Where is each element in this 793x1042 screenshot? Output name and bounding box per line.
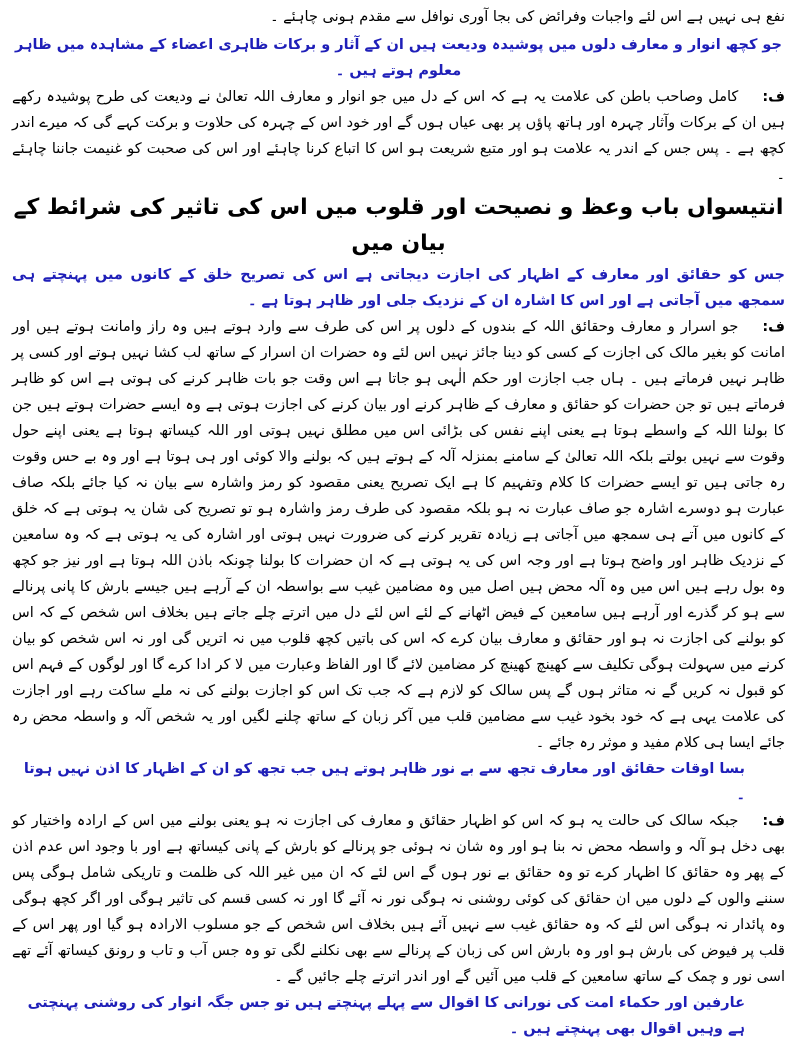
paragraph-1 bbox=[12, 84, 785, 188]
intro-line-text: نفع ہی نہیں ہے اس لئے واجبات وفرائض کی بجا آوری نوافل سے مقدم ہونی چاہئے ۔ bbox=[270, 9, 785, 25]
paragraph-marker: ف: bbox=[762, 89, 785, 105]
paragraph-2 bbox=[12, 314, 785, 756]
paragraph-marker: ف: bbox=[762, 319, 785, 335]
intro-line bbox=[12, 4, 785, 30]
section-heading-1: جو کچھ انوار و معارف دلوں میں پوشیدہ ودیعت ہیں ان کے آثار و برکات ظاہری اعضاء کے مشاہدہ میں ظاہر معلوم ہوتے ہیں ۔ bbox=[15, 37, 782, 79]
chapter-title: انتیسواں باب وعظ و نصیحت اور قلوب میں اس کی تاثیر کی شرائط کے بیان میں bbox=[13, 195, 784, 256]
paragraph-2-text: جو اسرار و معارف وحقائق اللہ کے بندوں کے دلوں پر اس کی طرف سے وارد ہوتے ہیں وہ راز وامانت ہوتے ہیں اور امانت کو بغیر مالک کی اجازت کے کسی کو دینا جائز نہیں اس لئے وہ حضرات ان اسرار کے ساتھ لب کشا نہیں ہوتے اور کسی پر ظاہر نہیں فرماتے ہیں ۔ ہاں جب اجازت اور حکم الٰہی ہو جاتا ہے اس وقت جو بات ظاہر کرنے کی ہوتی ہے اس کو ظاہر فرماتے ہیں تو جن حضرات کو حقائق و معارف کے ظاہر کرنے اور بیان کرنے کی اجازت ہوتی ہے وہ ایسے حضرات ہوتے ہیں جن کا بولنا اللہ کے واسطے ہوتا ہے یعنی اپنے نفس کی بڑائی اس میں مطلق نہیں ہوتی اور اللہ کیساتھ ہوتا ہے یعنی اپنے حول وقوت سے نہیں بولتے بلکہ اللہ تعالیٰ کے سامنے بمنزلہ آلہ کے ہوتے ہیں کہ بولنے والا کوئی اور ہی ہوتا ہے اور وہ بے حس وقوت رہ جاتی ہیں تو ایسے حضرات کا کلام وتفہیم کا ہے ایک تصریح یعنی مقصود کو رمز واشارہ سے بیان نہ کیا جائے بلکہ صاف عبارت ہو دوسرے اشارہ جو صاف عبارت نہ ہو بلکہ مقصود کی طرف رمز واشارہ ہو تو تصریح کی شان یہ ہوتی ہے کہ خلق کے کانوں میں آتے ہی سمجھ میں آجاتی ہے زیادہ تقریر کرنے کی ضرورت نہیں ہوتی اور اشارہ کی یہ ہوتی ہے کہ وہ سامعین کے نزدیک ظاہر اور واضح ہوتا ہے اور وجہ اس کی یہ ہوتی ہے کہ ان حضرات کا بولنا چونکہ باذن اللہ ہوتا ہے اور نیز جو کچھ وہ بول رہے ہیں اس میں وہ آلہ محض ہیں اصل میں وہ مضامین غیب سے بواسطہ ان کے آرہے ہیں جیسے بارش کا پانی پرنالے سے ہو کر گذرے اور آرہے ہیں سامعین کے فیض اٹھانے کے لئے اس لئے دل میں اترتے چلے جاتے ہیں بخلاف اس شخص کے کہ اس کو بولنے کی اجازت نہ ہو اور حقائق و معارف بیان کرے کہ اس کی باتیں کچھ قلوب میں نہ اتریں گی اور نہ اس شخص کو بیان کرنے میں سہولت ہوگی تکلیف سے کھینچ کھینچ کر مضامین لائے گا اور الفاظ وعبارت میں لا کر ادا کرے گا اور لوگوں کے فہم اس کو قبول نہ کریں گے نہ متاثر ہوں گے پس سالک کو لازم ہے کہ جب تک اس کو اجازت بولنے کی نہ ملے ساکت رہے اور اجازت کی علامت یہی ہے کہ خود بخود غیب سے مضامین قلب میں آکر زبان کے ساتھ چلنے لگیں اور یہ شخص آلہ و واسطہ محض رہ جائے ایسا ہی کلام مفید و موثر رہ جائے ۔ bbox=[12, 319, 785, 751]
section-heading-3: بسا اوقات حقائق اور معارف تجھ سے بے نور ظاہر ہوتے ہیں جب تجھ کو ان کے اظہار کا اذن نہیں ہوتا ۔ bbox=[23, 761, 745, 803]
section-heading-4: عارفین اور حکماء امت کی نورانی کا اقوال سے پہلے پہنچتے ہیں تو جس جگہ انوار کی روشنی پہنچتی ہے وہیں اقوال بھی پہنچتے ہیں ۔ bbox=[27, 995, 745, 1037]
section-heading-2: جس کو حقائق اور معارف کے اظہار کی اجازت دیجاتی ہے اس کی تصریح خلق کے کانوں میں پہنچتے ہی سمجھ میں آجاتی ہے اور اس کا اشارہ ان کے نزدیک جلی اور ظاہر ہوتا ہے ۔ bbox=[12, 267, 785, 309]
paragraph-3-text: جبکہ سالک کی حالت یہ ہو کہ اس کو اظہار حقائق و معارف کی اجازت نہ ہو یعنی بولنے میں اس کے ارادہ واختیار کو بھی دخل ہو آلہ و واسطہ محض نہ بنا ہو اور وہ شان نہ ہوئی جو پرنالے کو بارش کے پانی کیساتھ ہے اور با وجود اس عدم اذن کے پھر وہ حقائق کا اظہار کرے تو وہ حقائق بے نور ہوں گے اس لئے کہ ان میں غیر اللہ کی ظلمت و تاریکی شامل ہوگی پس سننے والوں کے دلوں میں ان حقائق کی کوئی روشنی نہ ہوگی نور نہ آئے گا اور نہ کسی قسم کی تاثیر ہوگی اور اگر کچھ ہوگی وہ پائدار نہ ہوگی اس لئے کہ وہ حقائق غیب سے نہیں آئے ہیں بخلاف اس شخص کے جو مسلوب الارادہ ہو گیا اور پھر اس کے قلب پر فیوض کی بارش ہو اور وہ بارش اس کی زبان کے پرنالے سے بھی نکلنے لگی تو وہ جس آب و تاب و رونق کیساتھ آئے تھے اسی نور و چمک کے ساتھ سامعین کے قلب میں آئیں گے اور اندر اترتے چلے جائیں گے ۔ bbox=[12, 813, 785, 985]
paragraph-1-text: کامل وصاحب باطن کی علامت یہ ہے کہ اس کے دل میں جو انوار و معارف اللہ تعالیٰ نے ودیعت کی طرح پوشیدہ رکھے ہیں ان کے برکات وآثار چہرہ اور ہاتھ پاؤں پر بھی عیاں ہوں گے اور خود اس کے چہرہ کی حلاوت و برکت کہے گی کہ میرے اندر کچھ ہے ۔ پس جس کے اندر یہ علامت ہو اور متبع شریعت ہو اس کا اتباع کرنا چاہئے اور اس کی صحبت کو غنیمت جاننا چاہئے ۔ bbox=[12, 89, 785, 183]
paragraph-marker: ف: bbox=[762, 813, 785, 829]
paragraph-3 bbox=[12, 808, 785, 990]
